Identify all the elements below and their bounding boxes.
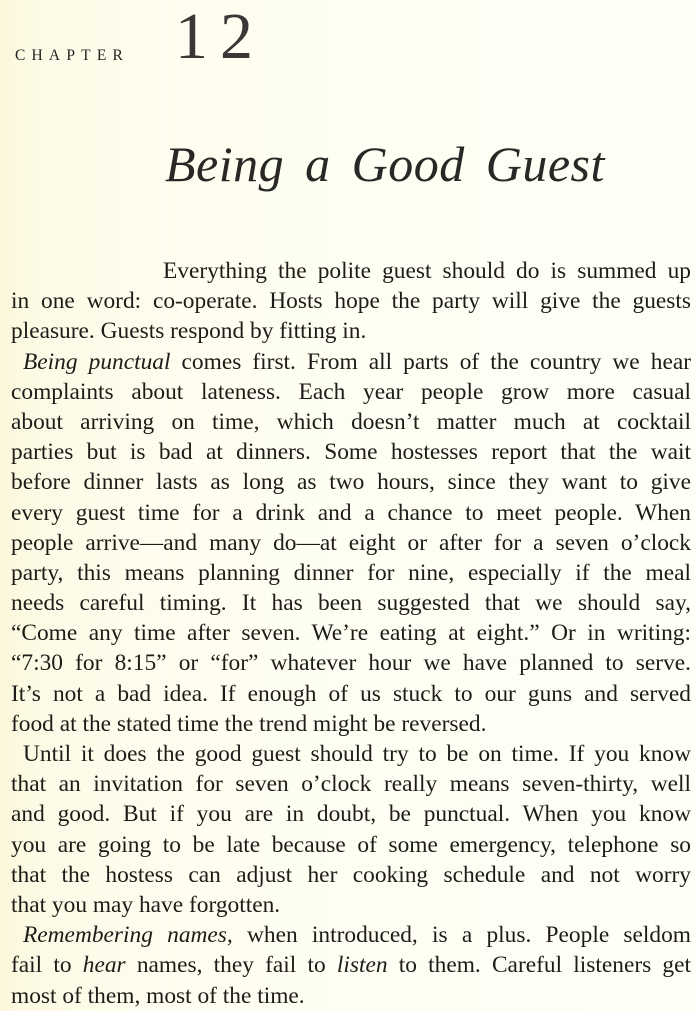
- text-line: food at the stated time the trend might be reversed.: [11, 710, 487, 737]
- text-line: and good. But if you are in doubt, be punctual. When you know: [11, 801, 691, 828]
- text-line: Until it does the good guest should try to be on time. If you know: [23, 741, 691, 767]
- text-line: “7:30 for 8:15” or “for” whatever hour we have planned to serve.: [11, 650, 691, 677]
- text-line: It’s not a bad idea. If enough of us stuck to our guns and served: [11, 680, 691, 707]
- emphasis: listen: [336, 952, 388, 979]
- text-line: parties but is bad at dinners. Some hostesses report that the wait: [11, 439, 691, 466]
- text-line: in one word: co-operate. Hosts hope the party will give the guests: [11, 288, 691, 315]
- text-line: needs careful timing. It has been suggested that we should say,: [11, 590, 691, 617]
- text-line: about arriving on time, which doesn’t matter much at cocktail: [11, 408, 691, 435]
- body-text: [11, 256, 691, 1011]
- text-line: most of them, most of the time.: [11, 982, 305, 1009]
- text-line: Being punctual comes first. From all parts of the country we hear: [23, 348, 691, 375]
- text-line: complaints about lateness. Each year people grow more casual: [11, 378, 691, 405]
- emphasis: hear: [82, 952, 126, 979]
- text-line: that an invitation for seven o’clock really means seven-thirty, well: [11, 771, 691, 798]
- chapter-number: 12: [175, 0, 265, 73]
- text-line: party, this means planning dinner for nine, especially if the meal: [11, 559, 691, 586]
- text-line: you are going to be late because of some emergency, telephone so: [11, 831, 691, 858]
- text-line: that you may have forgotten.: [11, 891, 281, 918]
- text-line: every guest time for a drink and a chance to meet people. When: [11, 499, 691, 526]
- text-line: Everything the polite guest should do is summed up: [163, 258, 691, 284]
- chapter-heading: [15, 0, 315, 73]
- text-line: Remembering names, when introduced, is a plus. People seldom: [23, 922, 691, 949]
- text-line: “Come any time after seven. We’re eating at eight.” Or in writing:: [11, 620, 691, 647]
- chapter-title: Being a Good Guest: [165, 136, 605, 192]
- text-line: pleasure. Guests respond by fitting in.: [11, 318, 367, 345]
- emphasis: Remembering names,: [23, 922, 233, 949]
- text-line: that the hostess can adjust her cooking schedule and not worry: [11, 861, 691, 888]
- text-line: people arrive—and many do—at eight or after for a seven o’clock: [11, 529, 691, 556]
- chapter-label: CHAPTER: [15, 47, 130, 64]
- text-line: before dinner lasts as long as two hours, since they want to give: [11, 469, 691, 496]
- emphasis: Being punctual: [23, 348, 171, 375]
- text-line: fail to hear names, they fail to listen to them. Careful listeners get: [11, 952, 692, 979]
